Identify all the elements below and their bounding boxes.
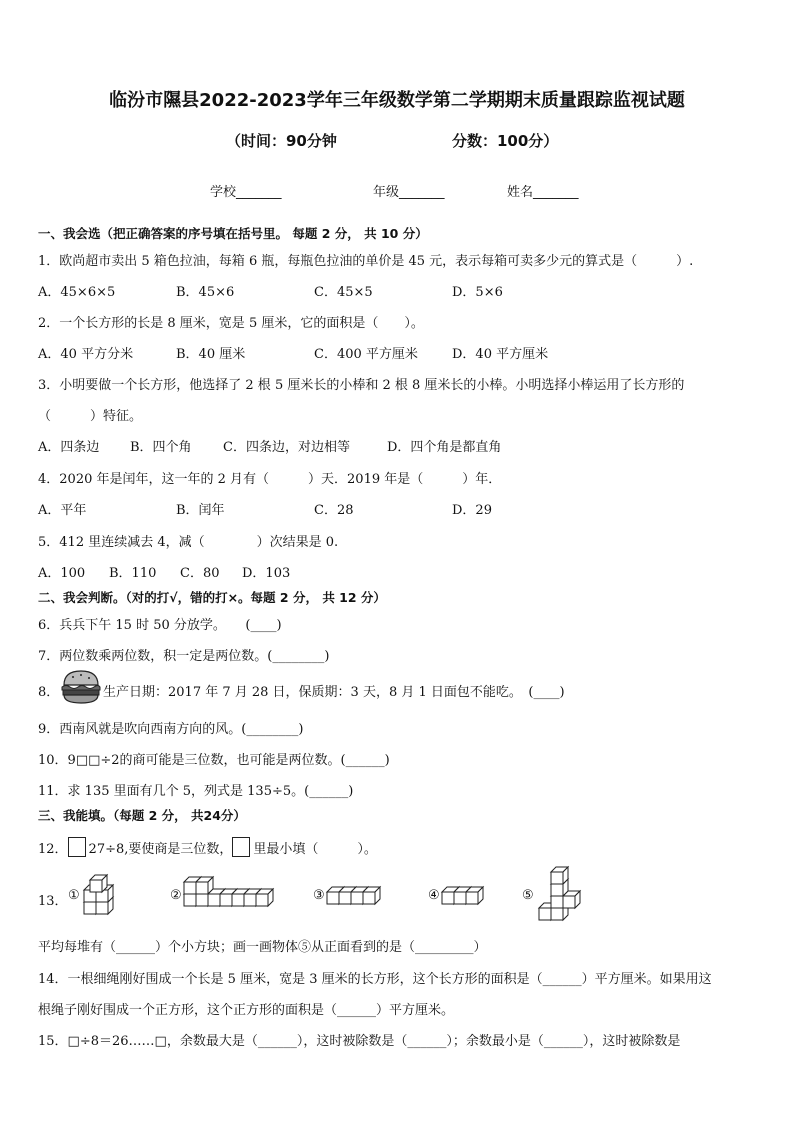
q1-option-a: A．45×6×5 xyxy=(38,285,116,300)
cube-figure-5 xyxy=(535,862,583,926)
q2-option-a: A．40 平方分米 xyxy=(38,347,134,362)
cube-figure-4 xyxy=(440,880,488,910)
question-13-number: 13． xyxy=(38,894,68,909)
question-4: 4．2020 年是闰年，这一年的 2 月有（ ）天．2019 年是（ ）年． xyxy=(38,472,502,487)
q1-option-c: C．45×5 xyxy=(314,285,373,300)
q12-text-2: 里最小填（ ）。 xyxy=(253,842,377,857)
cube-figure-2 xyxy=(182,872,282,912)
q2-option-c: C．400 平方厘米 xyxy=(314,347,418,362)
q5-option-a: A．100 xyxy=(38,566,86,581)
question-3-line-1: 3．小明要做一个长方形，他选择了 2 根 5 厘米长的小棒和 2 根 8 厘米长的小棒。小明选择小棒运用了长方形的 xyxy=(38,378,685,393)
question-8-number: 8． xyxy=(38,685,60,700)
time-label: （时间：90分钟 xyxy=(226,132,337,150)
q12-text-1: 27÷8,要使商是三位数， xyxy=(88,842,233,857)
figure-label-5: ⑤ xyxy=(522,888,534,903)
question-14-line-1: 14．一根细绳刚好围成一个长是 5 厘米，宽是 3 厘米的长方形，这个长方形的面积是（______）平方厘米。如果用这 xyxy=(38,972,712,987)
section-3-heading: 三、我能填。（每题 2 分， 共24分） xyxy=(38,808,246,823)
q4-option-d: D．29 xyxy=(452,503,492,518)
question-1: 1．欧尚超市卖出 5 箱色拉油，每箱 6 瓶，每瓶色拉油的单价是 45 元，表示每箱可卖多少元的算式是（ ）. xyxy=(38,254,694,269)
q2-option-d: D．40 平方厘米 xyxy=(452,347,549,362)
q4-option-c: C．28 xyxy=(314,503,354,518)
q1-option-d: D．5×6 xyxy=(452,285,503,300)
q3-option-d: D．四个角是都直角 xyxy=(387,440,502,455)
question-11: 11．求 135 里面有几个 5，列式是 135÷5。(______) xyxy=(38,784,354,799)
q3-option-b: B．四个角 xyxy=(130,440,192,455)
q3-option-a: A．四条边 xyxy=(38,440,100,455)
q12-number: 12． xyxy=(38,842,68,857)
question-10: 10．9□□÷2的商可能是三位数，也可能是两位数。(______) xyxy=(38,753,390,768)
score-label: 分数：100分） xyxy=(452,132,559,150)
cube xyxy=(551,867,568,884)
cube xyxy=(256,889,273,906)
q5-option-b: B．110 xyxy=(109,566,157,581)
q4-option-a: A．平年 xyxy=(38,503,87,518)
question-5: 5．412 里连续减去 4，减（ ）次结果是 0. xyxy=(38,535,339,550)
name-field: 姓名_______ xyxy=(507,185,579,200)
question-15: 15．□÷8＝26……□，余数最大是（______），这时被除数是（______）；余数最小是（______），这时被除数是 xyxy=(38,1034,681,1049)
q2-option-b: B．40 厘米 xyxy=(176,347,246,362)
question-13-text: 平均每堆有（______）个小方块；画一画物体⑤从正面看到的是（_________） xyxy=(38,940,487,955)
school-field: 学校_______ xyxy=(210,185,282,200)
question-3-line-2: （ ）特征。 xyxy=(38,409,143,424)
question-7: 7．两位数乘两位数，积一定是两位数。(________) xyxy=(38,649,330,664)
page-title: 临汾市隰县2022-2023学年三年级数学第二学期期末质量跟踪监视试题 xyxy=(109,90,685,111)
question-2: 2．一个长方形的长是 8 厘米，宽是 5 厘米，它的面积是（ ）。 xyxy=(38,316,424,331)
cube-figure-3 xyxy=(325,880,387,910)
q4-option-b: B．闰年 xyxy=(176,503,225,518)
blank-box xyxy=(68,837,86,857)
figure-label-3: ③ xyxy=(313,888,325,903)
section-1-heading: 一、我会选（把正确答案的序号填在括号里。 每题 2 分， 共 10 分） xyxy=(38,226,428,241)
cube xyxy=(363,887,380,904)
figure-label-4: ④ xyxy=(428,888,440,903)
blank-box xyxy=(232,837,250,857)
grade-field: 年级_______ xyxy=(373,185,445,200)
figure-label-2: ② xyxy=(170,888,182,903)
question-12 xyxy=(38,837,377,857)
question-6: 6．兵兵下午 15 时 50 分放学。 (____) xyxy=(38,618,282,633)
hamburger-icon xyxy=(60,669,102,705)
section-2-heading: 二、我会判断。（对的打√，错的打×。每题 2 分， 共 12 分） xyxy=(38,590,386,605)
question-9: 9．西南风就是吹向西南方向的风。(________) xyxy=(38,722,304,737)
question-14-line-2: 根绳子刚好围成一个正方形，这个正方形的面积是（______）平方厘米。 xyxy=(38,1003,455,1018)
figure-label-1: ① xyxy=(68,888,80,903)
q5-option-d: D．103 xyxy=(242,566,291,581)
cube xyxy=(466,887,483,904)
question-8: 生产日期：2017 年 7 月 28 日，保质期：3 天，8 月 1 日面包不能吃。 (____) xyxy=(103,685,565,700)
q5-option-c: C．80 xyxy=(180,566,220,581)
q1-option-b: B．45×6 xyxy=(176,285,235,300)
cube-figure-1 xyxy=(80,872,124,918)
cube xyxy=(90,875,107,892)
q3-option-c: C．四条边，对边相等 xyxy=(223,440,350,455)
